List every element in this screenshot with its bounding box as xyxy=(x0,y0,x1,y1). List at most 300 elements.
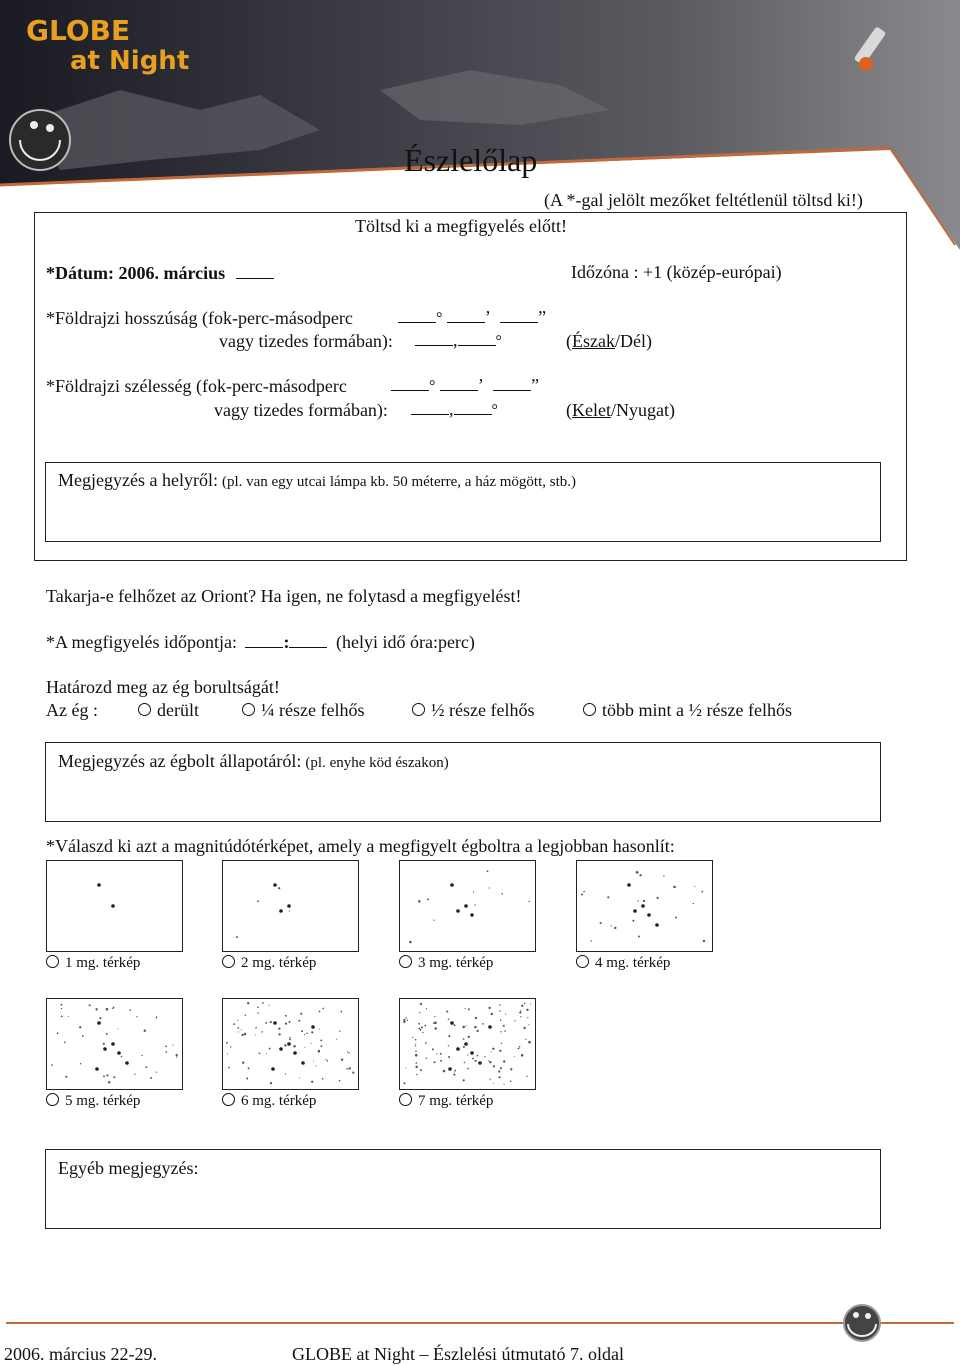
second-icon: ” xyxy=(538,307,547,327)
star-dot xyxy=(352,1072,354,1074)
star-dot xyxy=(526,1009,528,1011)
star-dot xyxy=(475,1017,477,1019)
star-dot xyxy=(270,1082,272,1084)
star-dot xyxy=(117,1051,121,1055)
star-dot xyxy=(97,883,101,887)
star-dot xyxy=(156,1071,157,1072)
radio-icon[interactable] xyxy=(242,703,255,716)
star-dot xyxy=(298,1020,300,1022)
magnitude-map-option-3[interactable] xyxy=(399,955,493,972)
footer-guide: GLOBE at Night – Észlelési útmutató 7. oldal xyxy=(292,1344,624,1364)
latitude-int-input[interactable] xyxy=(411,398,449,415)
star-dot xyxy=(418,1023,420,1025)
star-dot xyxy=(336,1039,337,1040)
star-dot xyxy=(525,1039,526,1040)
star-dot xyxy=(327,1060,328,1061)
star-dot xyxy=(493,1065,495,1067)
magnitude-map-6[interactable] xyxy=(222,998,359,1090)
second-icon: ” xyxy=(531,375,540,395)
star-dot xyxy=(346,1068,348,1070)
cloud-option-more-than-half[interactable] xyxy=(583,700,792,721)
star-dot xyxy=(404,1082,406,1084)
star-dot xyxy=(255,1034,256,1035)
star-dot xyxy=(134,1074,135,1075)
star-field xyxy=(223,861,358,951)
star-dot xyxy=(65,1076,67,1078)
star-dot xyxy=(476,1026,477,1027)
star-dot xyxy=(125,1061,129,1065)
star-dot xyxy=(82,1035,84,1037)
star-dot xyxy=(242,1034,244,1036)
magnitude-map-7[interactable] xyxy=(399,998,536,1090)
star-dot xyxy=(639,874,641,876)
star-dot xyxy=(319,1011,321,1013)
star-dot xyxy=(607,896,609,898)
star-dot xyxy=(322,1078,324,1080)
star-dot xyxy=(422,1032,423,1033)
magnitude-map-option-4[interactable] xyxy=(576,955,670,972)
radio-icon[interactable] xyxy=(222,955,235,968)
star-dot xyxy=(440,1053,442,1055)
radio-icon[interactable] xyxy=(399,1093,412,1106)
star-dot xyxy=(432,1048,434,1050)
star-dot xyxy=(405,1067,406,1068)
star-dot xyxy=(504,1030,506,1032)
star-dot xyxy=(450,1021,454,1025)
star-dot xyxy=(285,1015,287,1017)
star-dot xyxy=(476,1030,478,1032)
star-dot xyxy=(287,904,291,908)
star-dot xyxy=(248,1067,250,1069)
latitude-label: *Földrajzi szélesség (fok-perc-másodperc xyxy=(46,376,347,396)
star-dot xyxy=(108,1081,110,1083)
star-dot xyxy=(456,909,460,913)
star-dot xyxy=(463,1046,465,1048)
latitude-dms-inputs[interactable] xyxy=(391,374,539,396)
star-dot xyxy=(273,1021,277,1025)
star-dot xyxy=(519,1046,520,1047)
star-dot xyxy=(454,1024,456,1026)
latitude-sec-input[interactable] xyxy=(493,374,531,391)
star-dot xyxy=(79,1026,81,1028)
star-dot xyxy=(121,1056,123,1058)
direction-north[interactable]: Észak xyxy=(572,331,615,351)
star-dot xyxy=(129,1009,131,1011)
star-dot xyxy=(293,1051,297,1055)
star-dot xyxy=(340,1011,342,1013)
star-dot xyxy=(242,1062,244,1064)
orion-question: Takarja-e felhőzet az Oriont? Ha igen, ne folytasd a megfigyelést! xyxy=(46,586,522,606)
degree-icon: ° xyxy=(429,378,436,395)
star-dot xyxy=(293,1045,296,1048)
star-dot xyxy=(95,1067,99,1071)
star-dot xyxy=(489,887,490,888)
star-dot xyxy=(524,1002,526,1004)
star-dot xyxy=(500,1031,501,1032)
star-dot xyxy=(279,909,283,913)
star-dot xyxy=(636,871,639,874)
star-dot xyxy=(693,903,694,904)
star-dot xyxy=(285,1022,287,1024)
star-dot xyxy=(478,1061,482,1065)
cloud-option-half[interactable] xyxy=(412,700,534,721)
star-dot xyxy=(434,1016,435,1017)
magnitude-map-option-2[interactable] xyxy=(222,955,316,972)
magnitude-map-option-7[interactable] xyxy=(399,1093,493,1110)
star-field xyxy=(400,861,535,951)
star-dot xyxy=(310,1043,311,1044)
star-dot xyxy=(436,1053,437,1054)
magnitude-map-2[interactable] xyxy=(222,860,359,952)
radio-icon[interactable] xyxy=(412,703,425,716)
star-dot xyxy=(255,1027,257,1029)
magnitude-map-option-5[interactable] xyxy=(46,1093,140,1110)
star-dot xyxy=(103,1047,107,1051)
radio-icon[interactable] xyxy=(576,955,589,968)
star-dot xyxy=(141,1055,142,1056)
star-dot xyxy=(165,1051,167,1053)
star-dot xyxy=(491,1051,492,1052)
star-dot xyxy=(528,1041,531,1044)
star-dot xyxy=(514,1056,515,1057)
star-dot xyxy=(499,1050,501,1052)
star-field xyxy=(47,861,182,951)
star-dot xyxy=(412,1037,413,1038)
star-dot xyxy=(489,1061,491,1063)
longitude-min-input[interactable] xyxy=(447,306,485,323)
star-dot xyxy=(418,1028,420,1030)
star-dot xyxy=(448,1056,450,1058)
star-dot xyxy=(501,893,503,895)
star-dot xyxy=(257,900,259,902)
star-dot xyxy=(80,1063,81,1064)
star-dot xyxy=(656,897,658,899)
star-dot xyxy=(627,883,631,887)
star-dot xyxy=(144,1029,146,1031)
star-dot xyxy=(226,1042,228,1044)
star-dot xyxy=(64,1041,66,1043)
star-dot xyxy=(61,1016,63,1018)
star-dot xyxy=(145,1066,147,1068)
longitude-label: *Földrajzi hosszúság (fok-perc-másodperc xyxy=(46,308,353,328)
star-dot xyxy=(150,1077,152,1079)
magnitude-map-5[interactable] xyxy=(46,998,183,1090)
star-dot xyxy=(266,1053,267,1054)
star-dot xyxy=(475,1060,477,1062)
direction-east[interactable]: Kelet xyxy=(572,400,611,420)
globe-footer-logo-icon xyxy=(838,1302,886,1344)
star-dot xyxy=(470,913,474,917)
star-field xyxy=(47,999,182,1089)
star-dot xyxy=(647,913,651,917)
latitude-decimal-inputs[interactable] xyxy=(411,398,498,420)
latitude-decimal-label: vagy tizedes formában): xyxy=(214,400,388,420)
star-dot xyxy=(51,1064,53,1066)
star-dot xyxy=(415,1039,417,1041)
star-dot xyxy=(475,904,476,905)
star-dot xyxy=(241,1029,242,1030)
longitude-dms-inputs[interactable] xyxy=(398,306,546,328)
observation-time-suffix: (helyi idő óra:perc) xyxy=(335,632,475,652)
star-dot xyxy=(472,1058,474,1060)
star-dot xyxy=(301,1030,303,1032)
star-dot xyxy=(106,1033,108,1035)
star-dot xyxy=(465,1025,466,1026)
cloud-option-quarter[interactable] xyxy=(242,700,364,721)
star-dot xyxy=(279,1047,283,1051)
star-dot xyxy=(610,925,611,926)
star-dot xyxy=(530,1004,531,1005)
star-dot xyxy=(238,1031,239,1032)
star-dot xyxy=(614,927,616,929)
star-dot xyxy=(106,1074,108,1076)
star-dot xyxy=(464,1042,468,1046)
star-dot xyxy=(523,1027,525,1029)
star-dot xyxy=(299,1077,300,1078)
star-dot xyxy=(289,1037,290,1038)
latitude-deg-input[interactable] xyxy=(391,374,429,391)
star-dot xyxy=(421,1026,423,1028)
star-dot xyxy=(306,1033,307,1034)
star-dot xyxy=(448,1035,450,1037)
star-dot xyxy=(638,936,640,938)
star-dot xyxy=(237,1027,239,1029)
magnitude-map-label: 7 mg. térkép xyxy=(418,1093,494,1109)
degree-icon: ° xyxy=(491,402,498,419)
direction-south[interactable]: Dél xyxy=(620,331,646,351)
star-dot xyxy=(348,1052,350,1054)
star-dot xyxy=(473,891,474,892)
star-dot xyxy=(450,883,454,887)
star-dot xyxy=(463,1079,465,1081)
longitude-sec-input[interactable] xyxy=(500,306,538,323)
magnitude-map-1[interactable] xyxy=(46,860,183,952)
star-dot xyxy=(477,1055,479,1057)
star-dot xyxy=(95,1008,97,1010)
footer-rule xyxy=(6,1322,954,1324)
page-title: Észlelőlap xyxy=(404,142,538,178)
sky-note-label: Megjegyzés az égbolt állapotáról: xyxy=(58,751,302,771)
star-dot xyxy=(637,900,638,901)
star-dot xyxy=(278,887,280,889)
star-dot xyxy=(103,1043,105,1045)
star-dot xyxy=(434,1027,436,1029)
star-dot xyxy=(505,1013,506,1014)
star-dot xyxy=(420,1029,422,1031)
star-dot xyxy=(425,1042,427,1044)
star-dot xyxy=(701,891,703,893)
cloud-option-label: több mint a ½ része felhős xyxy=(602,700,792,720)
cloud-option-clear[interactable] xyxy=(138,700,199,721)
star-dot xyxy=(416,1074,417,1075)
star-dot xyxy=(448,1018,450,1020)
star-dot xyxy=(514,1020,515,1021)
hour-input[interactable] xyxy=(245,631,283,648)
star-dot xyxy=(433,919,434,920)
longitude-int-input[interactable] xyxy=(415,329,453,346)
star-dot xyxy=(633,909,637,913)
star-dot xyxy=(111,904,115,908)
star-dot xyxy=(467,1068,469,1070)
observation-time-label: *A megfigyelés időpontja: xyxy=(46,632,237,652)
radio-icon[interactable] xyxy=(46,1093,59,1106)
longitude-frac-input[interactable] xyxy=(458,329,496,346)
star-dot xyxy=(339,1031,340,1032)
star-dot xyxy=(311,1025,315,1029)
star-dot xyxy=(244,1033,246,1035)
required-note: (A *-gal jelölt mezőket feltétlenül töltsd ki!) xyxy=(544,190,863,210)
minute-input[interactable] xyxy=(289,631,327,648)
magnitude-map-option-6[interactable] xyxy=(222,1093,316,1110)
cloud-prefix: Az ég : xyxy=(46,700,98,720)
star-dot xyxy=(262,1002,264,1004)
star-dot xyxy=(529,901,530,902)
star-dot xyxy=(236,936,238,938)
star-dot xyxy=(289,910,290,911)
radio-icon[interactable] xyxy=(399,955,412,968)
site-note-label: Megjegyzés a helyről: xyxy=(58,470,218,490)
star-dot xyxy=(284,1044,286,1046)
star-dot xyxy=(416,1062,417,1063)
degree-icon: ° xyxy=(495,333,502,350)
star-dot xyxy=(520,1016,521,1017)
star-dot xyxy=(420,1069,422,1071)
star-dot xyxy=(237,1020,238,1021)
star-dot xyxy=(247,1002,249,1004)
star-dot xyxy=(233,1023,235,1025)
longitude-decimal-label: vagy tizedes formában): xyxy=(219,331,393,351)
star-dot xyxy=(301,1061,305,1065)
star-dot xyxy=(245,1014,247,1016)
fill-before-note: Töltsd ki a megfigyelés előtt! xyxy=(355,216,567,236)
star-dot xyxy=(246,1078,248,1080)
degree-icon: ° xyxy=(436,310,443,327)
latitude-min-input[interactable] xyxy=(440,374,478,391)
logo-line1: GLOBE xyxy=(26,14,131,47)
magnitude-map-option-1[interactable] xyxy=(46,955,140,972)
star-dot xyxy=(156,1017,158,1019)
star-dot xyxy=(454,1071,455,1072)
magnitude-map-label: 2 mg. térkép xyxy=(241,955,317,971)
star-dot xyxy=(489,1079,490,1080)
star-dot xyxy=(348,1067,350,1069)
star-dot xyxy=(287,1042,291,1046)
star-dot xyxy=(269,1048,271,1050)
magnitude-map-3[interactable] xyxy=(399,860,536,952)
star-dot xyxy=(463,1038,465,1040)
latitude-frac-input[interactable] xyxy=(454,398,492,415)
star-dot xyxy=(117,1028,118,1029)
star-dot xyxy=(112,1008,114,1010)
star-dot xyxy=(259,1053,261,1055)
star-dot xyxy=(527,1017,528,1018)
star-dot xyxy=(448,1045,449,1046)
star-dot xyxy=(464,1062,465,1063)
star-dot xyxy=(503,1084,504,1085)
star-dot xyxy=(89,1004,91,1006)
radio-icon[interactable] xyxy=(46,955,59,968)
star-dot xyxy=(165,1045,167,1047)
star-dot xyxy=(257,1006,259,1008)
magnitude-map-label: 4 mg. térkép xyxy=(595,955,671,971)
star-dot xyxy=(265,1022,267,1024)
star-dot xyxy=(510,1068,512,1070)
star-dot xyxy=(590,940,591,941)
star-dot xyxy=(468,1008,470,1010)
star-dot xyxy=(503,1060,505,1062)
star-dot xyxy=(462,1026,465,1029)
star-dot xyxy=(501,1043,502,1044)
star-dot xyxy=(97,1021,101,1025)
star-dot xyxy=(521,1005,523,1007)
star-dot xyxy=(415,1051,417,1053)
cloud-title: Határozd meg az ég borultságát! xyxy=(46,677,280,697)
star-field xyxy=(223,999,358,1089)
star-dot xyxy=(60,1004,62,1006)
comma-icon: , xyxy=(453,330,458,350)
star-dot xyxy=(415,1045,416,1046)
time-separator: : xyxy=(283,632,290,652)
star-dot xyxy=(448,1067,452,1071)
star-dot xyxy=(172,1045,173,1046)
magnitude-map-label: 6 mg. térkép xyxy=(241,1093,317,1109)
logo-line2: at Night xyxy=(70,46,190,76)
star-field xyxy=(400,999,535,1089)
other-note-label: Egyéb megjegyzés: xyxy=(58,1158,199,1178)
star-dot xyxy=(227,1053,228,1054)
magnitude-map-4[interactable] xyxy=(576,860,713,952)
timezone: Időzóna : +1 (közép-európai) xyxy=(571,262,782,282)
star-dot xyxy=(426,1008,427,1009)
star-dot xyxy=(268,1005,269,1006)
star-dot xyxy=(433,1061,435,1063)
star-dot xyxy=(311,1081,313,1083)
sky-note-hint: (pl. enyhe köd északon) xyxy=(305,755,449,771)
star-dot xyxy=(68,1016,69,1017)
star-dot xyxy=(320,1045,322,1047)
date-field[interactable] xyxy=(46,262,274,284)
star-dot xyxy=(456,1047,460,1051)
star-dot xyxy=(339,1080,341,1082)
star-dot xyxy=(99,1017,101,1019)
star-dot xyxy=(230,1046,231,1047)
star-dot xyxy=(655,923,659,927)
date-day-input[interactable] xyxy=(236,262,274,279)
star-dot xyxy=(498,1070,500,1072)
longitude-deg-input[interactable] xyxy=(398,306,436,323)
radio-icon[interactable] xyxy=(583,703,596,716)
comma-icon: , xyxy=(449,399,454,419)
star-dot xyxy=(409,941,412,944)
star-dot xyxy=(454,1070,456,1072)
star-field xyxy=(577,861,712,951)
star-dot xyxy=(176,1056,177,1057)
star-dot xyxy=(111,1042,115,1046)
star-dot xyxy=(341,1059,343,1061)
star-dot xyxy=(675,917,677,919)
radio-icon[interactable] xyxy=(222,1093,235,1106)
star-dot xyxy=(518,1047,520,1049)
radio-icon[interactable] xyxy=(138,703,151,716)
longitude-decimal-inputs[interactable] xyxy=(415,329,502,351)
star-dot xyxy=(415,1054,418,1057)
star-dot xyxy=(440,1060,442,1062)
magnitude-map-label: 3 mg. térkép xyxy=(418,955,494,971)
star-dot xyxy=(484,1056,485,1057)
longitude-direction: (Észak/Dél) xyxy=(566,331,652,351)
star-dot xyxy=(304,1047,305,1048)
direction-west[interactable]: Nyugat xyxy=(616,400,669,420)
